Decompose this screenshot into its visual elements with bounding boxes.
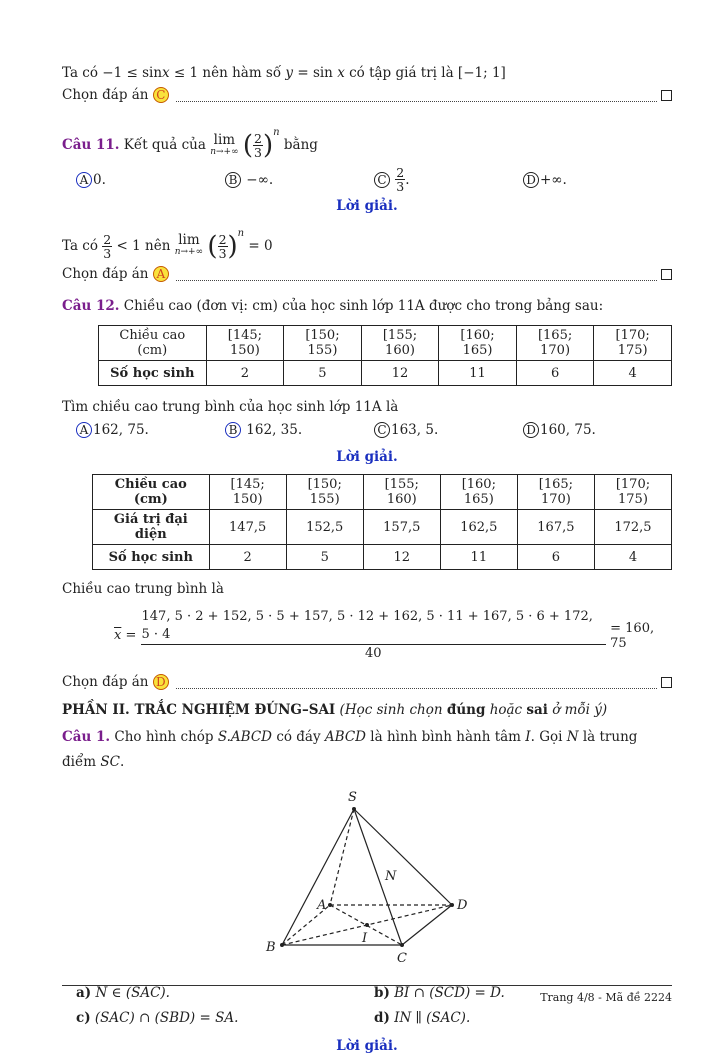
q11-option-a[interactable]: A 0. [76,165,225,195]
checkbox-square-icon [661,269,672,280]
dotted-leader [176,89,657,102]
q12-option-d[interactable]: D 160, 75. [523,418,672,442]
q11-solution-title: Lời giải. [336,197,398,214]
page-content [62,62,672,1057]
q11-question: Câu 11. Kết quả của lim n→+∞ ( $\frac{2}{3}$ )$^n$ bằng [62,127,318,161]
label-i: I [362,931,368,946]
dotted-leader [176,676,657,689]
q12-option-b[interactable]: B 162, 35. [225,418,374,442]
statement-b[interactable]: b) BI ∩ (SCD) = D. [374,985,505,1001]
p2q1-question: Câu 1. Cho hình chóp S.ABCD có đáy ABCD là hình bình hành tâm I. Gọi N là trung điểm SC. [62,729,638,770]
q11-solution-line: Ta có $\frac{2}{3}$ < 1 nên lim n→+∞ ( $\frac{2}{3}$ )$^n$ = 0 [62,227,273,261]
q11-option-b[interactable]: B −∞. [225,165,374,195]
q12-options [76,418,672,442]
q12-table: Chiều cao (cm) [145; 150) [150; 155) [155; 160) [160; 165) [165; 170) [170; 175) Số học sinh 2 5 12 11 6 4 [98,325,672,386]
q12-solution-title: Lời giải. [336,449,398,465]
q12-mean-text: Chiều cao trung bình là [62,581,224,597]
checkbox-square-icon [661,90,672,101]
statement-a[interactable]: a) N ∈ (SAC). [76,985,170,1001]
q11-option-d[interactable]: D +∞. [523,165,672,195]
label-d: D [457,898,468,913]
q12-option-c[interactable]: C 163, 5. [374,418,523,442]
label-s: S [348,790,357,805]
q12-prompt: Tìm chiều cao trung bình của học sinh lớp 11A là [62,399,399,415]
label-a: A [317,898,327,913]
statement-c[interactable]: c) (SAC) ∩ (SBD) = SA. [76,1010,239,1026]
q11-answer-line: Chọn đáp án A [62,263,672,285]
answer-badge: A [153,266,169,282]
p2q1-solution-title: Lời giải. [336,1038,398,1054]
page-footer: Trang 4/8 - Mã đề 2224 [62,985,672,986]
answer-badge: D [153,674,169,690]
q12-answer-line: Chọn đáp án D [62,671,672,693]
statement-d[interactable]: d) IN ∥ (SAC). [374,1010,471,1026]
pyramid-figure [62,781,672,971]
q12-option-a[interactable]: A 162, 75. [76,418,225,442]
q12-mean-formula: $\overline{x}$ = 147, 5 · 2 + 152, 5 · 5 + 157, 5 · 12 + 162, 5 · 11 + 167, 5 · 6 + 172, 5 · 4 40 = 160, 75 [114,609,655,661]
q12-solution-table: Chiều cao (cm) [145; 150) [150; 155) [155; 160) [160; 165) [165; 170) [170; 175) Giá trị đại diện 147,5 152,5 157,5 162,5 167,5 172,5 Số học sinh 2 5 12 11 6 4 [92,474,672,570]
label-b: B [266,940,276,955]
q10-answer-line: Chọn đáp án C [62,84,672,106]
q11-option-c[interactable]: C $\frac{2}{3}$ . [374,165,523,195]
q11-options [76,165,672,195]
q10-solution-line: Ta có −1 ≤ sinx ≤ 1 nên hàm số y = sin x có tập giá trị là [−1; 1] [62,65,506,81]
p2q1-statements-row2 [76,1006,672,1031]
label-n: N [385,869,397,884]
dotted-leader [176,268,657,281]
checkbox-square-icon [661,677,672,688]
part2-heading: PHẦN II. TRẮC NGHIỆM ĐÚNG–SAI (Học sinh chọn đúng hoặc sai ở mỗi ý) [62,702,608,718]
q12-question: Câu 12. Chiều cao (đơn vị: cm) của học sinh lớp 11A được cho trong bảng sau: [62,298,604,314]
answer-badge: C [153,87,169,103]
label-c: C [397,951,407,966]
